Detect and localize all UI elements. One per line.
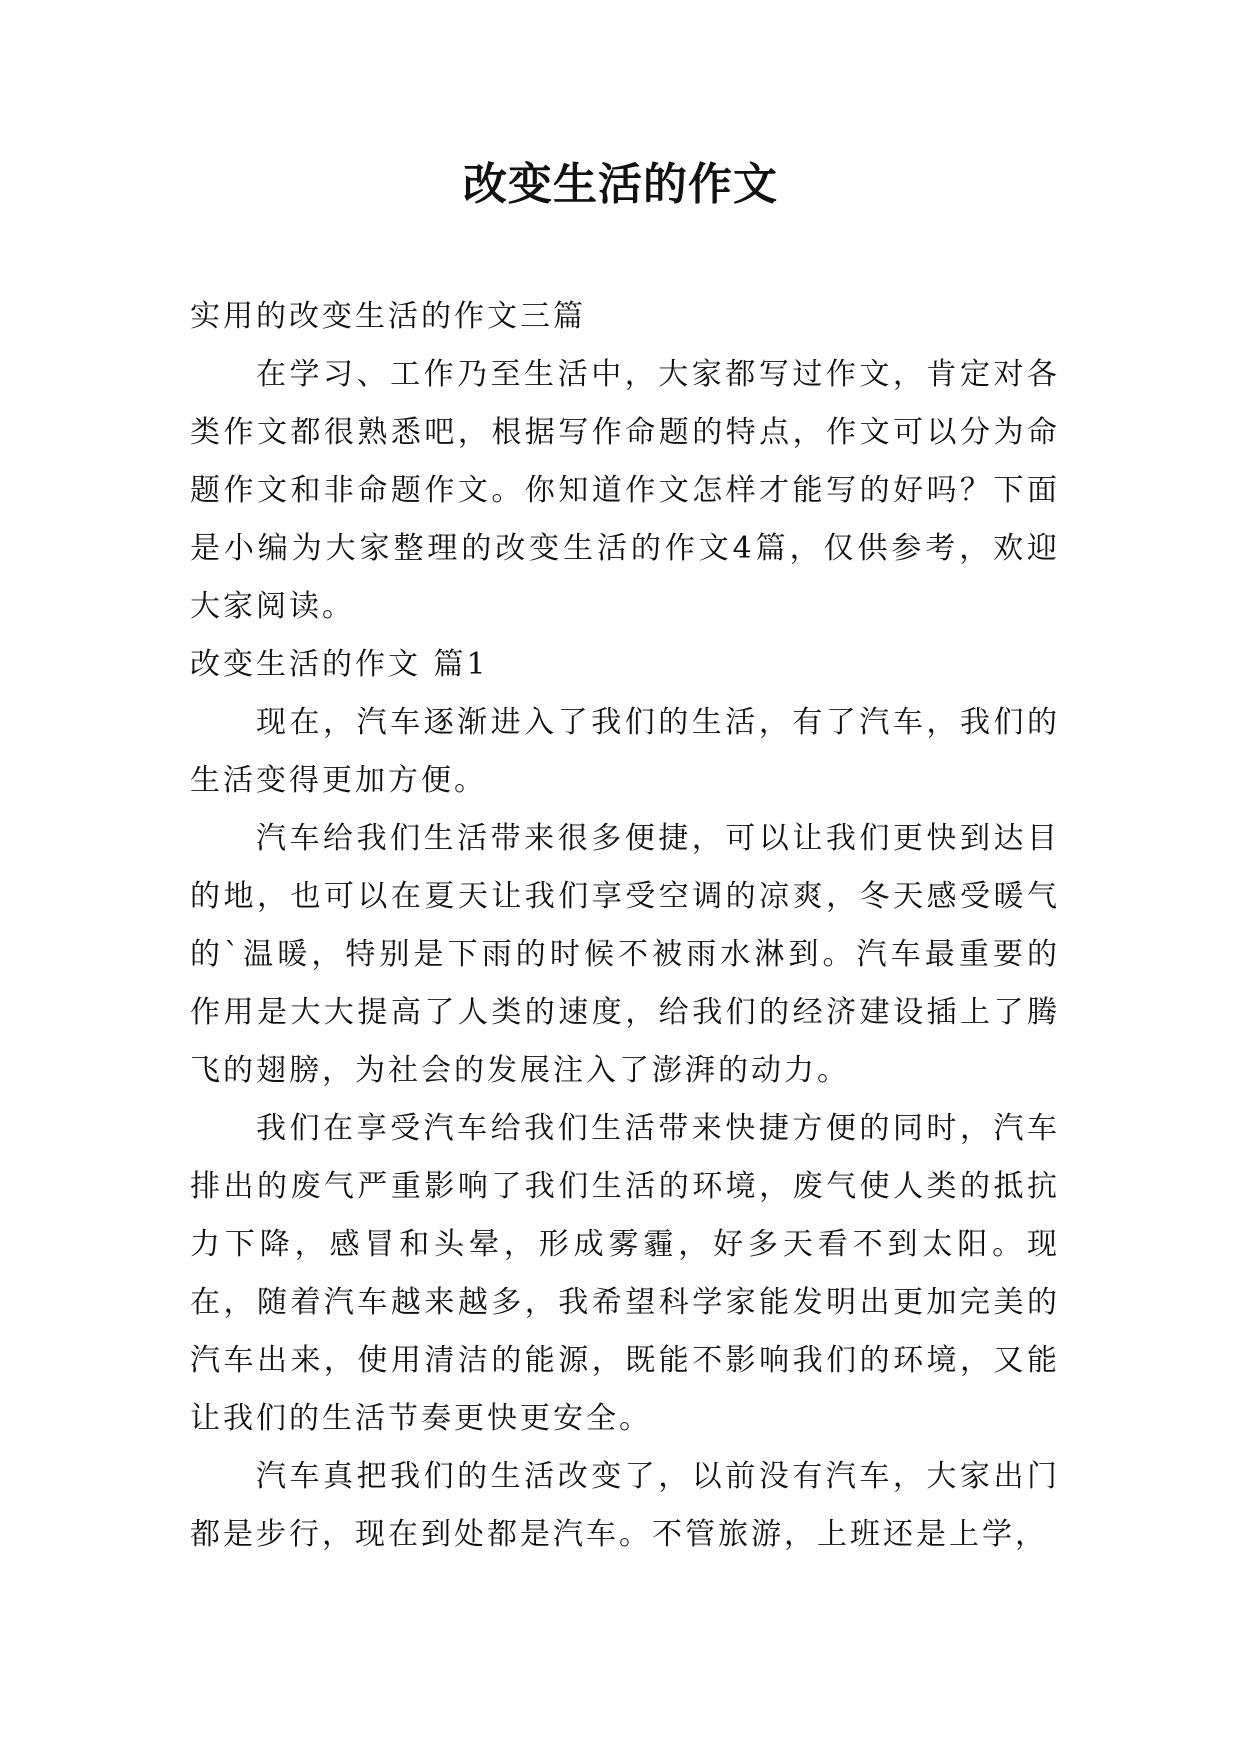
document-subtitle: 实用的改变生活的作文三篇 (190, 299, 586, 334)
intro-paragraph: 在学习、工作乃至生活中，大家都写过作文，肯定对各类作文都很熟悉吧，根据写作命题的特点，作文可以分为命题作文和非命题作文。你知道作文怎样才能写的好吗？下面是小编为大家整理的改变生活的作文4篇，仅供参考，欢迎大家阅读。 (190, 357, 1060, 624)
body-paragraph: 汽车给我们生活带来很多便捷，可以让我们更快到达目的地，也可以在夏天让我们享受空调的凉爽，冬天感受暖气的`温暖，特别是下雨的时候不被雨水淋到。汽车最重要的作用是大大提高了人类的速度，给我们的经济建设插上了腾飞的翅膀，为社会的发展注入了澎湃的动力。 (190, 821, 1060, 1088)
body-paragraph: 现在，汽车逐渐进入了我们的生活，有了汽车，我们的生活变得更加方便。 (190, 705, 1060, 798)
document-title: 改变生活的作文 (463, 159, 778, 210)
body-paragraph: 汽车真把我们的生活改变了，以前没有汽车，大家出门都是步行，现在到处都是汽车。不管旅游，上班还是上学， (190, 1459, 1060, 1552)
section-heading: 改变生活的作文 篇1 (190, 647, 489, 682)
document-body (190, 288, 1060, 1564)
body-paragraph: 我们在享受汽车给我们生活带来快捷方便的同时，汽车排出的废气严重影响了我们生活的环境，废气使人类的抵抗力下降，感冒和头晕，形成雾霾，好多天看不到太阳。现在，随着汽车越来越多，我希望科学家能发明出更加完美的汽车出来，使用清洁的能源，既能不影响我们的环境，又能让我们的生活节奏更快更安全。 (190, 1111, 1060, 1436)
